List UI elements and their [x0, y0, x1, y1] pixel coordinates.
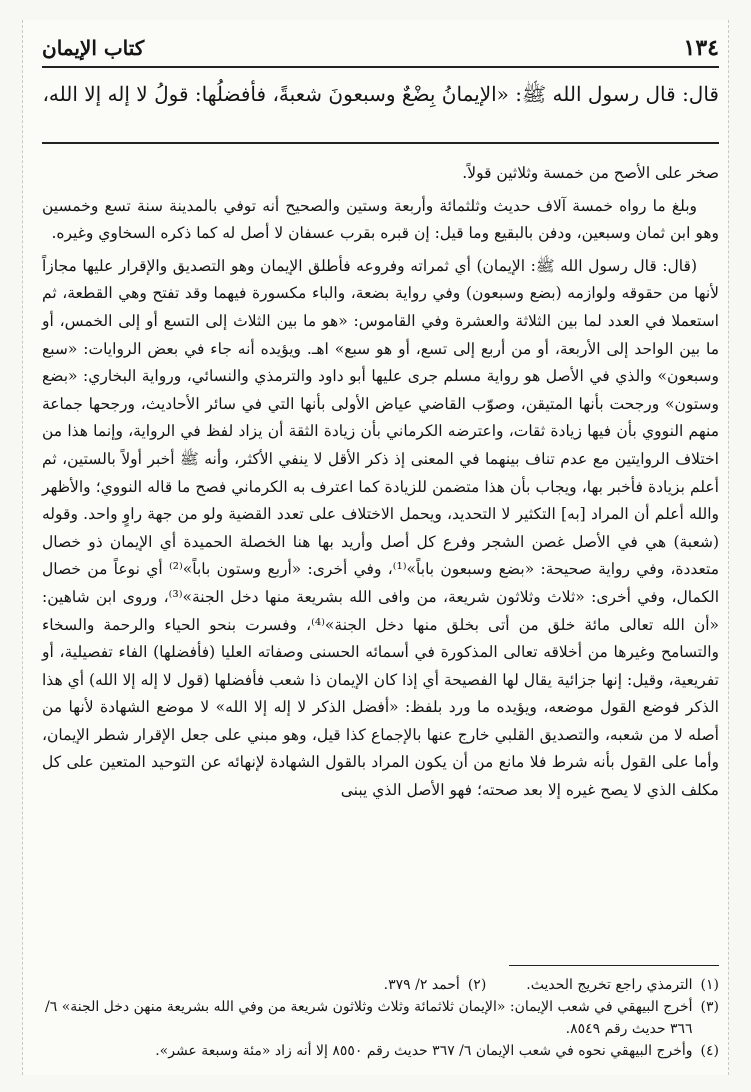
footnote-divider [509, 965, 719, 966]
footnote-1 [526, 974, 719, 996]
footnote-number: (٤) [700, 1043, 719, 1059]
footnote-2 [384, 974, 487, 996]
footnote-text: أحمد ٢/ ٣٧٩. [383, 977, 460, 993]
footnote-number: (٣) [700, 999, 719, 1015]
footnote-text: الترمذي راجع تخريج الحديث. [526, 977, 693, 993]
commentary-body [42, 160, 719, 950]
page-number: ١٣٤ [683, 35, 719, 61]
book-page [22, 20, 729, 1075]
footnote-4 [42, 1040, 719, 1062]
book-title: كتاب الإيمان [42, 36, 145, 60]
footnote-text: وأخرج البيهقي نحوه في شعب الإيمان ٦/ ٣٦٧ حديث رقم ٨٥٥٠ إلا أنه زاد «مئة وسبعة عشر». [155, 1043, 693, 1059]
footnote-3 [42, 996, 719, 1040]
paragraph: صخر على الأصح من خمسة وثلاثين قولاً. [462, 164, 719, 182]
footnote-text: أخرج البيهقي في شعب الإيمان: «الإيمان ثلاثمائة وثلاث وثلاثون شريعة من وفي الله بشريعة منهن دخل الجنة» ٦/ ٣٦٦ حديث رقم ٨٥٤٩. [45, 999, 693, 1037]
paragraph: وبلغ ما رواه خمسة آلاف حديث وثلثمائة وأربعة وستين والصحيح أنه توفي بالمدينة سنة تسع وخمسين وهو ابن ثمان وسبعين، ودفن بالبقيع وما قيل: إن قبره بقرب عسفان لا أصل له كما ذكره السخاوي وغيره. [42, 196, 719, 243]
hadith-text: قال: قال رسول الله ﷺ: «الإيمانُ بِضْعٌ وسبعونَ شعبةً، فأفضلُها: قولُ لا إله إلا الله، [42, 78, 719, 144]
footnotes [42, 965, 719, 1080]
page-header [42, 30, 719, 68]
footnote-row [42, 974, 719, 996]
paragraph: (قال: قال رسول الله ﷺ: الإيمان) أي ثمراته وفروعه فأطلق الإيمان وهو التصديق والإقرار عليها مجازاً لأنها من حقوقه ولوازمه (بضع وسبعون) وفي رواية بضعة، والباء مكسورة فيهما وقد تفتح وهي القطعة، ثم استعملا في العدد لما بين الثلاثة والعشرة وفي القاموس: «هو ما بين الثلاث إلى التسع أو إلى الخمس، أو ما بين الواحد إلى الأربعة، أو من أربع إلى تسع، أو هو سبع» اهـ. ويؤيده أنه جاء في بعض الروايات: «سبع وسبعون» والذي في الأصل هو رواية مسلم جرى عليها أبو داود والترمذي والنسائي، ورواية البخاري: «بضع وستون» ورجحت بأنها المتيقن، وصوّب القاضي عياض الأولى بأنها التي في سائر الأحاديث، ورجحها جماعة منهم النووي بأن فيها زيادة ثقات، واعترضه الكرماني بأن زيادة الثقة أن يزاد لفظ في الرواية، وإنما هذا من اختلاف الروايتين مع عدم تناف بينهما في المعنى إذ ذكر الأقل لا ينفي الأكثر، وأنه ﷺ أخبر أولاً بالستين، ثم أعلم بزيادة فأخبر بها، ويجاب بأن هذا متضمن للزيادة كما اعترف به الكرماني فصح ما قاله النووي؛ والأظهر والله أعلم أن المراد [به] التكثير لا التحديد، ويحمل الاختلاف على تعدد القضية ولو من جهة راوٍ واحد. وقوله (شعبة) هي في الأصل غصن الشجر وفرع كل أصل وأريد بها هنا الخصلة الحميدة أي الإيمان ذو خصال متعددة، وفي رواية صحيحة: «بضع وسبعون باباً»⁽¹⁾، وفي أخرى: «أربع وستون باباً»⁽²⁾ أي نوعاً من خصال الكمال، وفي أخرى: «ثلاث وثلاثون شريعة، من وافى الله بشريعة منها دخل الجنة»⁽³⁾، وروى ابن شاهين: «أن الله تعالى مائة خلق من أتى بخلق منها دخل الجنة»⁽⁴⁾، وفسرت بنحو الحياء والرحمة والسخاء والتسامح وغيرها من أخلاقه تعالى المذكورة في أسمائه الحسنى وصفاته العليا (فأفضلها) الفاء تفصيلية، أو تفريعية، وقيل: إنها جزائية يقال لها الفصيحة أي إذا كان الإيمان ذا شعب فأفضلها (قول لا إله إلا الله) أي هذا الذكر فوضع القول موضعه، ويؤيده ما ورد بلفظ: «أفضل الذكر لا إله إلا الله» لا موضع الشهادة لأنها من أصله لا من شعبه، والتصديق القلبي خارج عنها بالإجماع كذا قيل، وهو مبني على جعل الإقرار شطر الإيمان، وأما على القول بأنه شرط فلا مانع من أن يكون المراد بالقول الشهادة لإنهائه عن التوحيد المتعين على كل مكلف الذي لا يصح غيره إلا بعد صحته؛ فهو الأصل الذي يبنى [42, 256, 719, 800]
footnote-number: (٢) [467, 977, 487, 993]
footnote-number: (١) [700, 977, 719, 993]
